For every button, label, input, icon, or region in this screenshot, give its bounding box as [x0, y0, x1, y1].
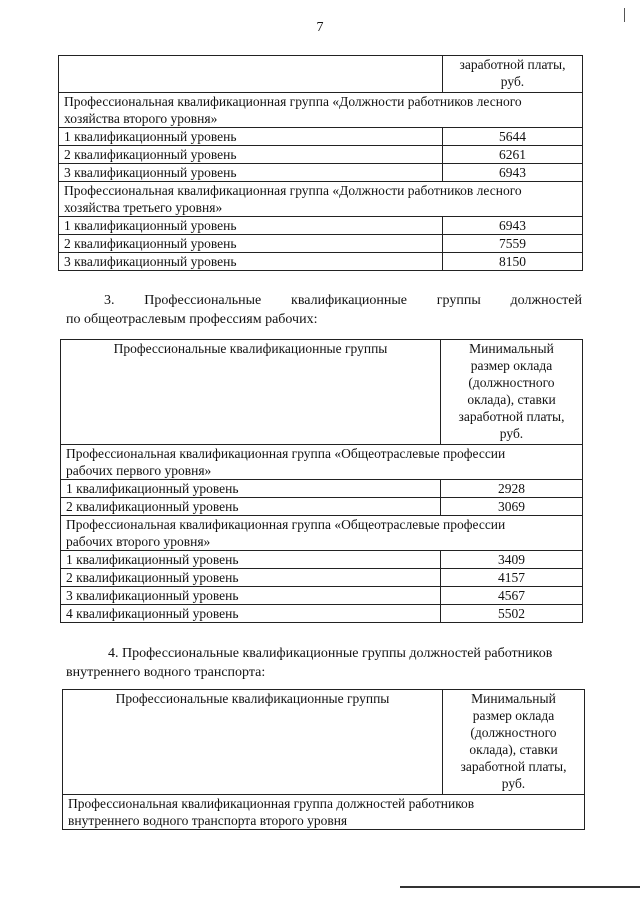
salary-value: 4157: [441, 569, 583, 587]
header-value-line: оклада), ставки: [469, 742, 558, 757]
group-title: [59, 182, 583, 217]
table-row: [59, 146, 583, 164]
salary-value: 3409: [441, 551, 583, 569]
group-title-row: [59, 182, 583, 217]
group-title-row: [61, 445, 583, 480]
forestry-salary-table: [58, 55, 583, 271]
header-value-cell: [441, 340, 583, 445]
header-value-line: (должностного: [468, 375, 555, 390]
table-row: [61, 551, 583, 569]
salary-value: 5502: [441, 605, 583, 623]
table-row: [59, 217, 583, 235]
group-title: [59, 93, 583, 128]
bottom-rule: [400, 886, 640, 888]
table-row: [59, 253, 583, 271]
salary-value: 4567: [441, 587, 583, 605]
group-title-line: Профессиональная квалификационная группа «Должности работников лесного: [64, 183, 522, 198]
table-header-row: [59, 56, 583, 93]
salary-value: 7559: [443, 235, 583, 253]
group-title-row: [59, 93, 583, 128]
table-row: [61, 480, 583, 498]
group-title-line: хозяйства третьего уровня»: [64, 200, 223, 215]
level-label: 1 квалификационный уровень: [59, 217, 443, 235]
group-title-line: Профессиональная квалификационная группа «Общеотраслевые профессии: [66, 517, 506, 532]
table-header-row: [61, 340, 583, 445]
header-value-line: заработной платы,: [460, 759, 567, 774]
salary-value: 6261: [443, 146, 583, 164]
group-title: [61, 445, 583, 480]
salary-value: 5644: [443, 128, 583, 146]
water-transport-salary-table: [62, 689, 585, 830]
section-4-line-2: внутреннего водного транспорта:: [66, 665, 266, 680]
salary-value: 3069: [441, 498, 583, 516]
level-label: 3 квалификационный уровень: [61, 587, 441, 605]
group-title-row: [61, 516, 583, 551]
header-value-line: руб.: [501, 776, 526, 791]
table-row: [61, 605, 583, 623]
header-value-line: размер оклада: [472, 708, 555, 723]
group-title: [63, 795, 585, 830]
table-row: [59, 128, 583, 146]
header-label-cell: Профессиональные квалификационные группы: [61, 340, 441, 445]
group-title: [61, 516, 583, 551]
level-label: 1 квалификационный уровень: [61, 480, 441, 498]
level-label: 2 квалификационный уровень: [61, 569, 441, 587]
group-title-line: Профессиональная квалификационная группа должностей работников: [68, 796, 475, 811]
level-label: 2 квалификационный уровень: [61, 498, 441, 516]
section-4-line-1: 4. Профессиональные квалификационные группы должностей работников: [108, 646, 553, 661]
table-row: [61, 498, 583, 516]
level-label: 4 квалификационный уровень: [61, 605, 441, 623]
header-value-line: (должностного: [470, 725, 557, 740]
header-value-line: оклада), ставки: [467, 392, 556, 407]
level-label: 1 квалификационный уровень: [61, 551, 441, 569]
header-value-line: заработной платы,: [458, 409, 565, 424]
header-label-cell: [59, 56, 443, 93]
level-label: 2 квалификационный уровень: [59, 235, 443, 253]
table-row: [59, 164, 583, 182]
header-value-line: заработной платы,: [459, 57, 566, 72]
section-3-line-1: 3. Профессиональные квалификационные группы должностей: [104, 293, 582, 308]
table-header-row: [63, 690, 585, 795]
group-title-line: рабочих второго уровня»: [66, 534, 211, 549]
level-label: 1 квалификационный уровень: [59, 128, 443, 146]
salary-value: 6943: [443, 217, 583, 235]
level-label: 3 квалификационный уровень: [59, 164, 443, 182]
table-row: [61, 587, 583, 605]
header-value-line: руб.: [500, 74, 525, 89]
general-workers-salary-table: [60, 339, 583, 623]
salary-value: 2928: [441, 480, 583, 498]
salary-value: 6943: [443, 164, 583, 182]
group-title-line: хозяйства второго уровня»: [64, 111, 218, 126]
level-label: 2 квалификационный уровень: [59, 146, 443, 164]
page-number: 7: [316, 20, 324, 35]
header-value-cell: [443, 56, 583, 93]
header-label-cell: Профессиональные квалификационные группы: [63, 690, 443, 795]
section-3-line-2: по общеотраслевым профессиям рабочих:: [66, 312, 318, 327]
table-row: [61, 569, 583, 587]
header-value-line: руб.: [499, 426, 524, 441]
header-value-line: Минимальный: [471, 691, 556, 706]
table-row: [59, 235, 583, 253]
group-title-line: Профессиональная квалификационная группа «Должности работников лесного: [64, 94, 522, 109]
header-value-line: размер оклада: [470, 358, 553, 373]
header-value-line: Минимальный: [469, 341, 554, 356]
group-title-row: [63, 795, 585, 830]
salary-value: 8150: [443, 253, 583, 271]
group-title-line: внутреннего водного транспорта второго уровня: [68, 813, 348, 828]
group-title-line: Профессиональная квалификационная группа «Общеотраслевые профессии: [66, 446, 506, 461]
group-title-line: рабочих первого уровня»: [66, 463, 212, 478]
header-value-cell: [443, 690, 585, 795]
level-label: 3 квалификационный уровень: [59, 253, 443, 271]
